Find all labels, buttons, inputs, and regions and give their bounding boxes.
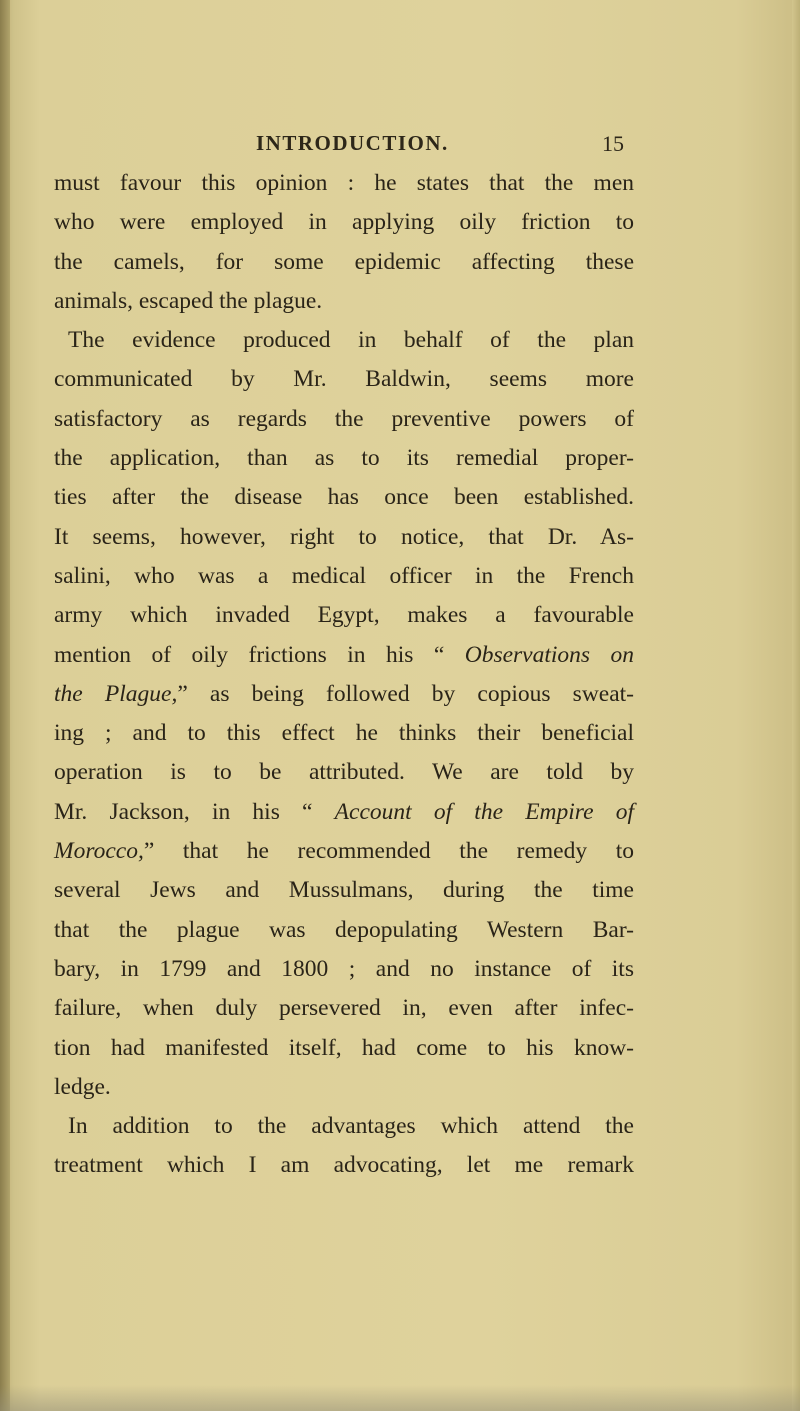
body-text	[54, 164, 634, 1186]
text-run: ” that he recommended the remedy to	[143, 838, 634, 865]
text-line: bary, in 1799 and 1800 ; and no instance of its	[54, 955, 634, 982]
italic-title: Morocco,	[54, 838, 144, 865]
page-binding-edge	[0, 0, 10, 1411]
text-line: failure, when duly persevered in, even after infec-	[54, 995, 634, 1022]
running-title: INTRODUCTION.	[256, 131, 449, 155]
text-line: The evidence produced in behalf of the plan	[68, 327, 634, 354]
text-line	[54, 832, 634, 871]
italic-title: the Plague,	[54, 680, 178, 707]
text-line: treatment which I am advocating, let me remark	[54, 1152, 634, 1179]
text-line: tion had manifested itself, had come to his know-	[54, 1034, 634, 1061]
page-bottom-shadow	[0, 1385, 800, 1411]
italic-title: Account of the Empire of	[334, 798, 634, 825]
italic-title: Observations on	[464, 641, 634, 668]
text-line: salini, who was a medical officer in the French	[54, 562, 634, 589]
page-number: 15	[602, 131, 624, 156]
text-line: satisfactory as regards the preventive powers of	[54, 405, 634, 432]
text-line: the camels, for some epidemic affecting these	[54, 248, 634, 275]
text-line: who were employed in applying oily friction to	[54, 209, 634, 236]
text-line: that the plague was depopulating Western Bar-	[54, 916, 634, 943]
text-run: ” as being followed by copious sweat-	[177, 680, 635, 707]
page-right-edge	[792, 0, 800, 1411]
text-run: mention of oily frictions in his “	[54, 641, 465, 668]
text-line: In addition to the advantages which attend the	[68, 1113, 634, 1140]
text-line	[54, 793, 634, 832]
text-line: operation is to be attributed. We are told by	[54, 759, 634, 786]
text-line: several Jews and Mussulmans, during the time	[54, 877, 634, 904]
text-line: It seems, however, right to notice, that Dr. As-	[54, 523, 634, 550]
text-line: ledge.	[54, 1073, 111, 1100]
text-line: must favour this opinion : he states that the men	[54, 170, 634, 196]
text-line: the application, than as to its remedial proper-	[54, 445, 634, 472]
running-head	[0, 131, 800, 161]
text-line: communicated by Mr. Baldwin, seems more	[54, 366, 634, 393]
text-run: Mr. Jackson, in his “	[54, 798, 335, 825]
text-line: animals, escaped the plague.	[54, 287, 323, 314]
text-line	[54, 675, 634, 714]
text-line: ties after the disease has once been established.	[54, 484, 634, 511]
text-line	[54, 636, 634, 675]
text-line: ing ; and to this effect he thinks their beneficial	[54, 720, 634, 747]
text-line: army which invaded Egypt, makes a favourable	[54, 602, 634, 629]
